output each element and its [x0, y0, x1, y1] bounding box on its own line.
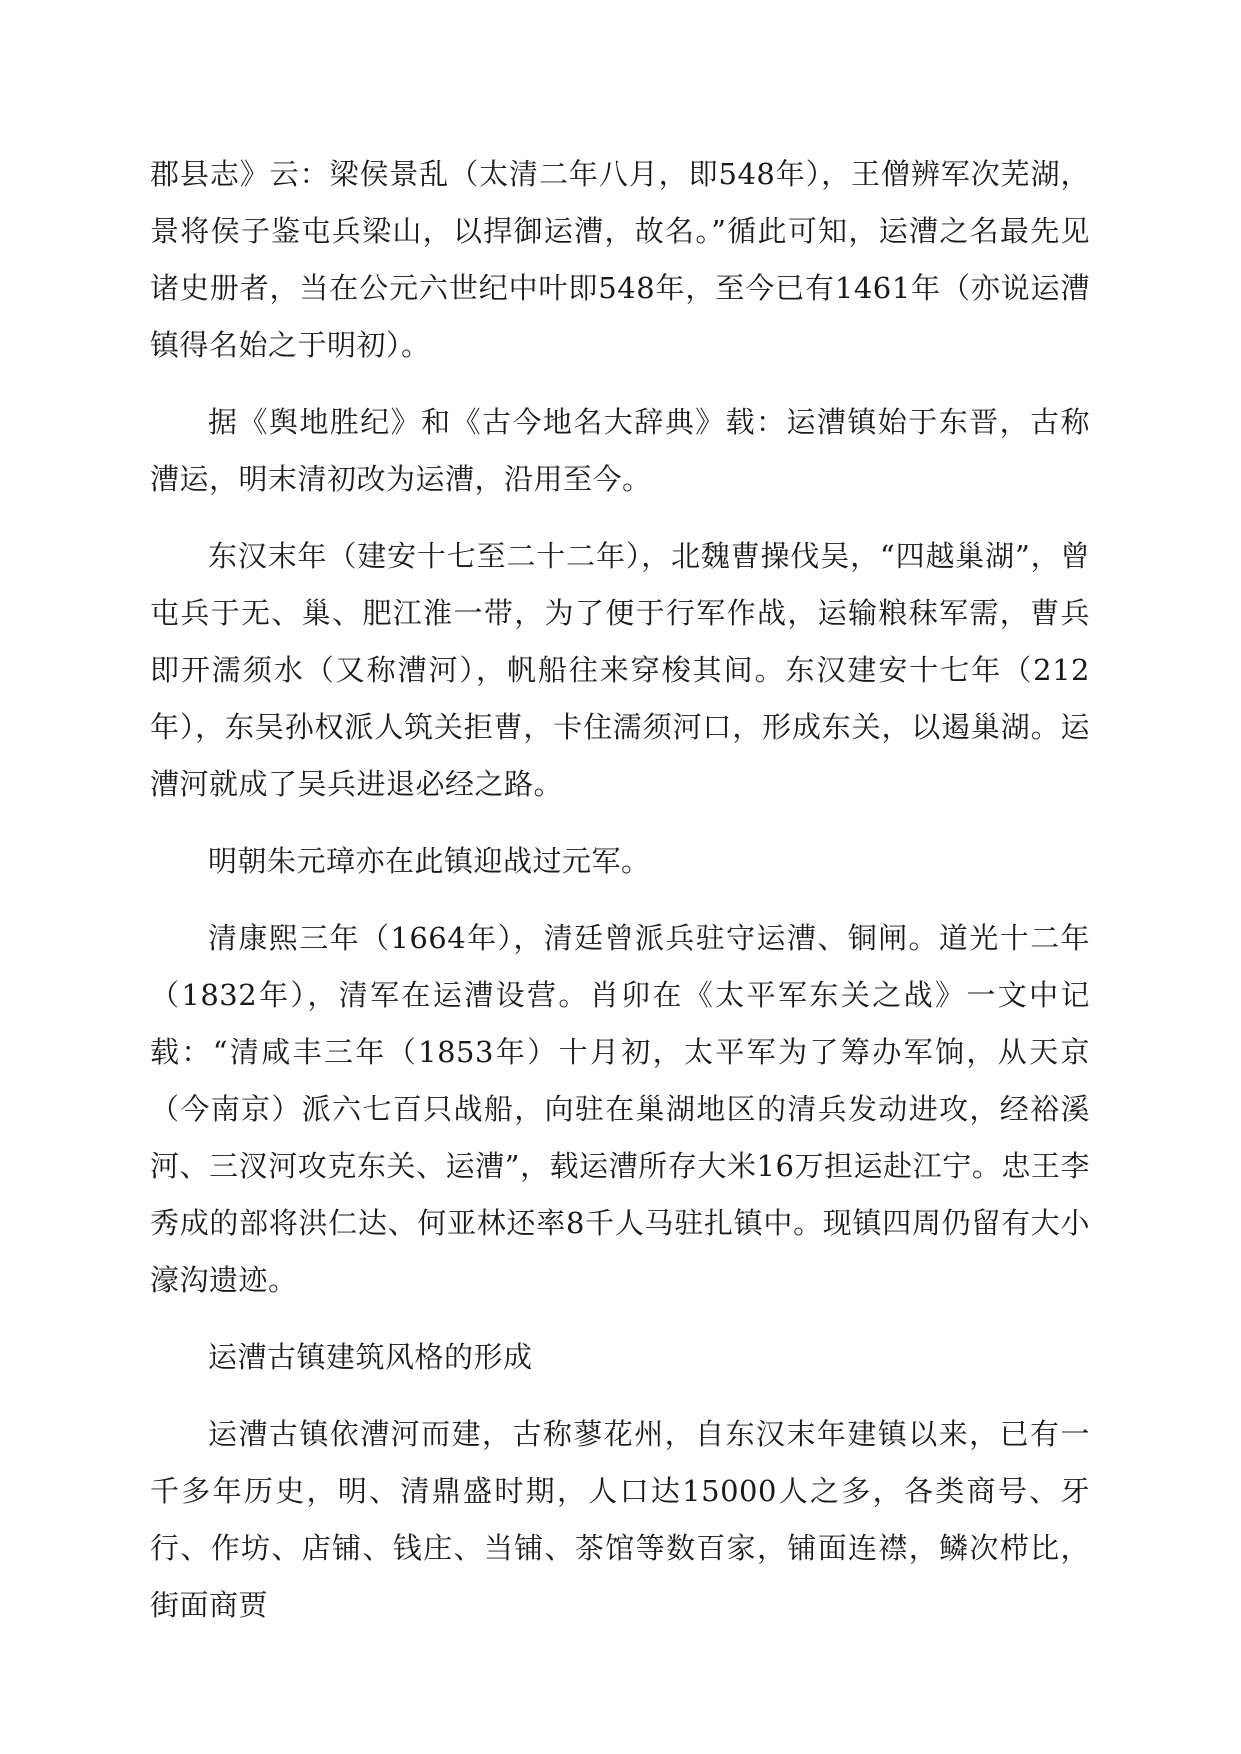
paragraph-3: 东汉末年（建安十七至二十二年），北魏曹操伐吴，“四越巢湖”，曾屯兵于无、巢、肥江淮一带，为了便于行军作战，运输粮秣军需，曹兵即开濡须水（又称漕河），帆船往来穿梭其间。东汉建安十七年（212年），东吴孙权派人筑关拒曹，卡住濡须河口，形成东关，以遏巢湖。运漕河就成了吴兵进退必经之路。 — [150, 539, 1090, 801]
paragraph-5: 清康熙三年（1664年），清廷曾派兵驻守运漕、铜闸。道光十二年（1832年），清军在运漕设营。肖卯在《太平军东关之战》一文中记载：“清咸丰三年（1853年）十月初，太平军为了筹办军饷，从天京（今南京）派六七百只战船，向驻在巢湖地区的清兵发动进攻，经裕溪河、三汊河攻克东关、运漕”，载运漕所存大米16万担运赴江宁。忠王李秀成的部将洪仁达、何亚林还率8千人马驻扎镇中。现镇四周仍留有大小濠沟遗迹。 — [150, 921, 1090, 1297]
section-heading: 运漕古镇建筑风格的形成 — [208, 1340, 533, 1374]
paragraph-1: 郡县志》云：梁侯景乱（太清二年八月，即548年），王僧辨军次芜湖，景将侯子鉴屯兵梁山，以捍御运漕，故名。”循此可知，运漕之名最先见诸史册者，当在公元六世纪中叶即548年，至今已有1461年（亦说运漕镇得名始之于明初）。 — [150, 157, 1090, 362]
document-body — [150, 146, 1090, 1654]
paragraph-7: 运漕古镇依漕河而建，古称蓼花州，自东汉末年建镇以来，已有一千多年历史，明、清鼎盛时期，人口达15000人之多，各类商号、牙行、作坊、店铺、钱庄、当铺、茶馆等数百家，铺面连襟，鳞次栉比，街面商贾 — [150, 1417, 1090, 1622]
paragraph-4: 明朝朱元璋亦在此镇迎战过元军。 — [208, 844, 651, 878]
paragraph-2: 据《舆地胜纪》和《古今地名大辞典》载：运漕镇始于东晋，古称漕运，明末清初改为运漕，沿用至今。 — [150, 405, 1090, 496]
